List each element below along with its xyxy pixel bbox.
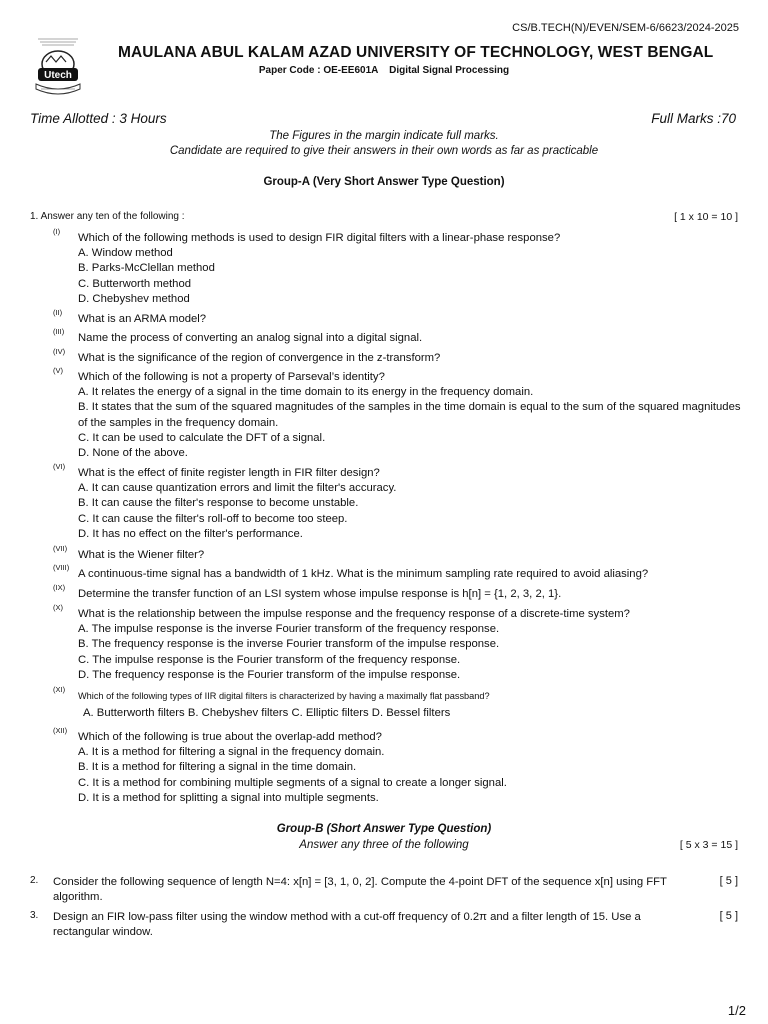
group-a-title: Group-A (Very Short Answer Type Question) xyxy=(263,176,505,188)
subquestion-text xyxy=(78,689,743,704)
subquestion-number: (V) xyxy=(53,366,63,375)
logo-text: Utech xyxy=(44,70,72,81)
option: A. Window method xyxy=(78,247,173,260)
group-b-title: Group-B (Short Answer Type Question) xyxy=(276,823,492,835)
option: A. Butterworth filters B. Chebyshev filters C. Elliptic filters D. Bessel filters xyxy=(83,707,451,719)
paper-name: Digital Signal Processing xyxy=(389,65,510,76)
option: B. The frequency response is the inverse Fourier transform of the impulse response. xyxy=(78,638,500,651)
group-b-marks: [ 5 x 3 = 15 ] xyxy=(679,839,738,851)
question-stem: What is the significance of the region of convergence in the z-transform? xyxy=(78,352,441,364)
question-stem: What is the relationship between the impulse response and the frequency response of a discrete-time system? xyxy=(78,608,630,620)
subquestion-number: (II) xyxy=(53,308,63,317)
option: D. It is a method for splitting a signal into multiple segments. xyxy=(78,791,379,804)
subquestion-text xyxy=(78,231,743,307)
option: A. It is a method for filtering a signal in the frequency domain. xyxy=(78,746,385,759)
subquestion-text xyxy=(78,587,743,602)
question-stem: Which of the following methods is used to design FIR digital filters with a linear-phase response? xyxy=(78,232,561,244)
subquestion-text xyxy=(78,730,743,806)
option: D. The frequency response is the Fourier transform of the impulse response. xyxy=(78,668,461,681)
instruction-marks: The Figures in the margin indicate full marks. xyxy=(269,130,499,142)
option: A. The impulse response is the inverse Fourier transform of the frequency response. xyxy=(78,623,500,636)
subquestion-options xyxy=(83,706,743,721)
option: C. Butterworth method xyxy=(78,277,192,290)
subquestion-number: (VI) xyxy=(53,462,66,471)
subquestion-text xyxy=(78,567,743,582)
paper-code-label: Paper Code : xyxy=(258,65,321,76)
paper-line xyxy=(0,65,768,76)
question-stem: What is the effect of finite register length in FIR filter design? xyxy=(78,467,380,479)
exam-code: CS/B.TECH(N)/EVEN/SEM-6/6623/2024-2025 xyxy=(512,22,739,34)
option: C. The impulse response is the Fourier transform of the frequency response. xyxy=(78,653,461,666)
question-stem: Name the process of converting an analog signal into a digital signal. xyxy=(78,332,423,344)
subquestion-number: (III) xyxy=(53,327,65,336)
question-stem: What is an ARMA model? xyxy=(78,313,207,325)
subquestion-number: (I) xyxy=(53,227,61,236)
question-stem: Determine the transfer function of an LSI system whose impulse response is h[n] = {1, 2, 3, 2, 1}. xyxy=(78,588,562,600)
option: A. It relates the energy of a signal in the time domain to its energy in the frequency domain. xyxy=(78,386,534,399)
subquestion-text xyxy=(78,548,743,563)
question-stem: A continuous-time signal has a bandwidth of 1 kHz. What is the minimum sampling rate required to avoid aliasing? xyxy=(78,568,649,580)
question-marks: [ 5 ] xyxy=(719,910,738,922)
subquestion-text xyxy=(78,607,743,683)
question-stem: What is the Wiener filter? xyxy=(78,549,205,561)
question-text: Design an FIR low-pass filter using the window method with a cut-off frequency of 0.2π and a filter length of 15. Use a rectangular window. xyxy=(53,911,641,939)
subquestion-number: (VIII) xyxy=(53,563,70,572)
page-number: 1/2 xyxy=(727,1003,746,1018)
subquestion-text xyxy=(78,312,743,327)
option: B. It can cause the filter's response to become unstable. xyxy=(78,497,359,510)
question-stem: Which of the following is not a property of Parseval’s identity? xyxy=(78,371,385,383)
question-1-marks: [ 1 x 10 = 10 ] xyxy=(674,211,738,223)
subquestion-text xyxy=(78,466,743,542)
university-name: MAULANA ABUL KALAM AZAD UNIVERSITY OF TECHNOLOGY, WEST BENGAL xyxy=(118,44,714,61)
question-1-label: 1. Answer any ten of the following : xyxy=(30,211,185,222)
subquestion-text xyxy=(78,351,743,366)
option: C. It can cause the filter's roll-off to become too steep. xyxy=(78,512,348,525)
question-text: Consider the following sequence of length N=4: x[n] = [3, 1, 0, 2]. Compute the 4-point DFT of the sequence x[n] using FFT algorithm. xyxy=(53,876,667,904)
question-stem: Which of the following is true about the overlap-add method? xyxy=(78,731,382,743)
option: D. Chebyshev method xyxy=(78,292,190,305)
option: C. It is a method for combining multiple segments of a signal to create a longer signal. xyxy=(78,776,507,789)
full-marks: Full Marks :70 xyxy=(651,111,736,126)
instruction-own-words: Candidate are required to give their answers in their own words as far as practicable xyxy=(169,145,599,157)
subquestion-number: (XII) xyxy=(53,726,68,735)
question-number: 3. xyxy=(30,910,39,921)
subquestion-number: (IV) xyxy=(53,347,66,356)
question-number: 2. xyxy=(30,875,39,886)
option: B. It is a method for filtering a signal in the time domain. xyxy=(78,761,357,774)
option: D. It has no effect on the filter's performance. xyxy=(78,527,303,540)
option: B. It states that the sum of the squared magnitudes of the samples in the time domain is equal to the sum of the squared magnitudes of the samples in the frequency domain. xyxy=(78,401,741,429)
subquestion-number: (VII) xyxy=(53,544,68,553)
subquestion-text xyxy=(78,331,743,346)
option: D. None of the above. xyxy=(78,447,188,460)
option: A. It can cause quantization errors and limit the filter's accuracy. xyxy=(78,482,397,495)
question-marks: [ 5 ] xyxy=(719,875,738,887)
subquestion-number: (X) xyxy=(53,603,63,612)
question-stem: Which of the following types of IIR digital filters is characterized by having a maximally flat passband? xyxy=(78,691,490,701)
subquestion-number: (IX) xyxy=(53,583,66,592)
option: B. Parks-McClellan method xyxy=(78,262,215,275)
time-allotted: Time Allotted : 3 Hours xyxy=(30,111,167,126)
group-b-subtitle: Answer any three of the following xyxy=(299,839,469,851)
subquestion-text xyxy=(78,370,743,461)
subquestion-number: (XI) xyxy=(53,685,66,694)
paper-code: OE-EE601A xyxy=(323,65,378,76)
option: C. It can be used to calculate the DFT of a signal. xyxy=(78,431,326,444)
